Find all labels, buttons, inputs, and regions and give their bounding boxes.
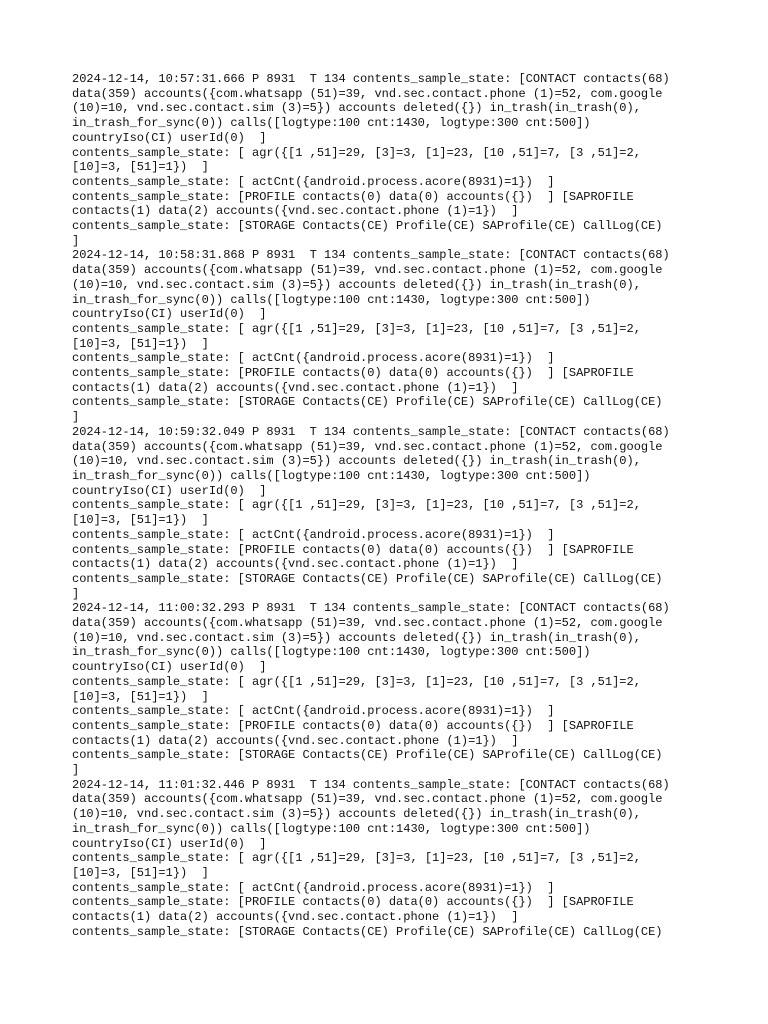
log-line: contents_sample_state: [PROFILE contacts(0) data(0) accounts({}) ] [SAPROFILE [72,366,634,381]
log-line: contents_sample_state: [PROFILE contacts(0) data(0) accounts({}) ] [SAPROFILE [72,542,634,557]
log-line: (10)=10, vnd.sec.contact.sim (3)=5}) accounts deleted({}) in_trash(in_trash(0), [72,101,641,116]
log-line: contents_sample_state: [STORAGE Contacts(CE) Profile(CE) SAProfile(CE) CallLog(CE) [72,748,663,763]
log-line: contents_sample_state: [ agr({[1 ,51]=29, [3]=3, [1]=23, [10 ,51]=7, [3 ,51]=2, [72,498,641,513]
log-line: contents_sample_state: [PROFILE contacts(0) data(0) accounts({}) ] [SAPROFILE [72,189,634,204]
log-line: [10]=3, [51]=1}) ] [72,689,209,704]
log-line: 2024-12-14, 11:00:32.293 P 8931 T 134 contents_sample_state: [CONTACT contacts(68) [72,601,670,616]
log-line: contents_sample_state: [ agr({[1 ,51]=29, [3]=3, [1]=23, [10 ,51]=7, [3 ,51]=2, [72,145,641,160]
log-line: ] [72,410,80,425]
log-line: in_trash_for_sync(0)) calls([logtype:100 cnt:1430, logtype:300 cnt:500]) [72,116,591,131]
log-line: contacts(1) data(2) accounts({vnd.sec.contact.phone (1)=1}) ] [72,733,519,748]
log-line: data(359) accounts({com.whatsapp (51)=39, vnd.sec.contact.phone (1)=52, com.google [72,439,663,454]
log-line: contents_sample_state: [STORAGE Contacts(CE) Profile(CE) SAProfile(CE) CallLog(CE) [72,571,663,586]
log-line: contents_sample_state: [ actCnt({android.process.acore(8931)=1}) ] [72,527,555,542]
log-line: contacts(1) data(2) accounts({vnd.sec.contact.phone (1)=1}) ] [72,910,519,925]
log-line: [10]=3, [51]=1}) ] [72,513,209,528]
log-line: countryIso(CI) userId(0) ] [72,836,267,851]
log-line: ] [72,233,80,248]
log-line: 2024-12-14, 10:58:31.868 P 8931 T 134 contents_sample_state: [CONTACT contacts(68) [72,248,670,263]
log-line: countryIso(CI) userId(0) ] [72,130,267,145]
log-line: contents_sample_state: [ agr({[1 ,51]=29, [3]=3, [1]=23, [10 ,51]=7, [3 ,51]=2, [72,321,641,336]
log-line: contents_sample_state: [PROFILE contacts(0) data(0) accounts({}) ] [SAPROFILE [72,718,634,733]
log-line: in_trash_for_sync(0)) calls([logtype:100 cnt:1430, logtype:300 cnt:500]) [72,645,591,660]
log-line: data(359) accounts({com.whatsapp (51)=39, vnd.sec.contact.phone (1)=52, com.google [72,616,663,631]
log-line: (10)=10, vnd.sec.contact.sim (3)=5}) accounts deleted({}) in_trash(in_trash(0), [72,630,641,645]
log-line: contents_sample_state: [STORAGE Contacts(CE) Profile(CE) SAProfile(CE) CallLog(CE) [72,219,663,234]
log-line: 2024-12-14, 11:01:32.446 P 8931 T 134 contents_sample_state: [CONTACT contacts(68) [72,777,670,792]
log-line: contents_sample_state: [ agr({[1 ,51]=29, [3]=3, [1]=23, [10 ,51]=7, [3 ,51]=2, [72,851,641,866]
log-line: 2024-12-14, 10:57:31.666 P 8931 T 134 contents_sample_state: [CONTACT contacts(68) [72,72,670,86]
log-line: countryIso(CI) userId(0) ] [72,660,267,675]
log-line: data(359) accounts({com.whatsapp (51)=39, vnd.sec.contact.phone (1)=52, com.google [72,792,663,807]
log-line: (10)=10, vnd.sec.contact.sim (3)=5}) accounts deleted({}) in_trash(in_trash(0), [72,277,641,292]
log-line: contacts(1) data(2) accounts({vnd.sec.contact.phone (1)=1}) ] [72,204,519,219]
log-line: [10]=3, [51]=1}) ] [72,336,209,351]
log-line: in_trash_for_sync(0)) calls([logtype:100 cnt:1430, logtype:300 cnt:500]) [72,468,591,483]
log-line: countryIso(CI) userId(0) ] [72,483,267,498]
log-line: in_trash_for_sync(0)) calls([logtype:100 cnt:1430, logtype:300 cnt:500]) [72,292,591,307]
log-line: in_trash_for_sync(0)) calls([logtype:100 cnt:1430, logtype:300 cnt:500]) [72,821,591,836]
log-line: (10)=10, vnd.sec.contact.sim (3)=5}) accounts deleted({}) in_trash(in_trash(0), [72,454,641,469]
log-line: contents_sample_state: [ actCnt({android.process.acore(8931)=1}) ] [72,351,555,366]
log-line: data(359) accounts({com.whatsapp (51)=39, vnd.sec.contact.phone (1)=52, com.google [72,86,663,101]
log-line: contacts(1) data(2) accounts({vnd.sec.contact.phone (1)=1}) ] [72,557,519,572]
log-line: contents_sample_state: [ actCnt({android.process.acore(8931)=1}) ] [72,880,555,895]
log-line: [10]=3, [51]=1}) ] [72,865,209,880]
log-line: contents_sample_state: [STORAGE Contacts(CE) Profile(CE) SAProfile(CE) CallLog(CE) [72,924,663,939]
log-line: contents_sample_state: [PROFILE contacts(0) data(0) accounts({}) ] [SAPROFILE [72,895,634,910]
log-line: contacts(1) data(2) accounts({vnd.sec.contact.phone (1)=1}) ] [72,380,519,395]
log-line: (10)=10, vnd.sec.contact.sim (3)=5}) accounts deleted({}) in_trash(in_trash(0), [72,807,641,822]
log-line: contents_sample_state: [STORAGE Contacts(CE) Profile(CE) SAProfile(CE) CallLog(CE) [72,395,663,410]
log-line: [10]=3, [51]=1}) ] [72,160,209,175]
log-line: ] [72,586,80,601]
log-line: contents_sample_state: [ actCnt({android.process.acore(8931)=1}) ] [72,704,555,719]
log-line: contents_sample_state: [ actCnt({android.process.acore(8931)=1}) ] [72,174,555,189]
log-document [72,72,712,939]
log-line: 2024-12-14, 10:59:32.049 P 8931 T 134 contents_sample_state: [CONTACT contacts(68) [72,424,670,439]
log-line: countryIso(CI) userId(0) ] [72,307,267,322]
log-line: contents_sample_state: [ agr({[1 ,51]=29, [3]=3, [1]=23, [10 ,51]=7, [3 ,51]=2, [72,674,641,689]
log-line: data(359) accounts({com.whatsapp (51)=39, vnd.sec.contact.phone (1)=52, com.google [72,263,663,278]
log-line: ] [72,763,80,778]
